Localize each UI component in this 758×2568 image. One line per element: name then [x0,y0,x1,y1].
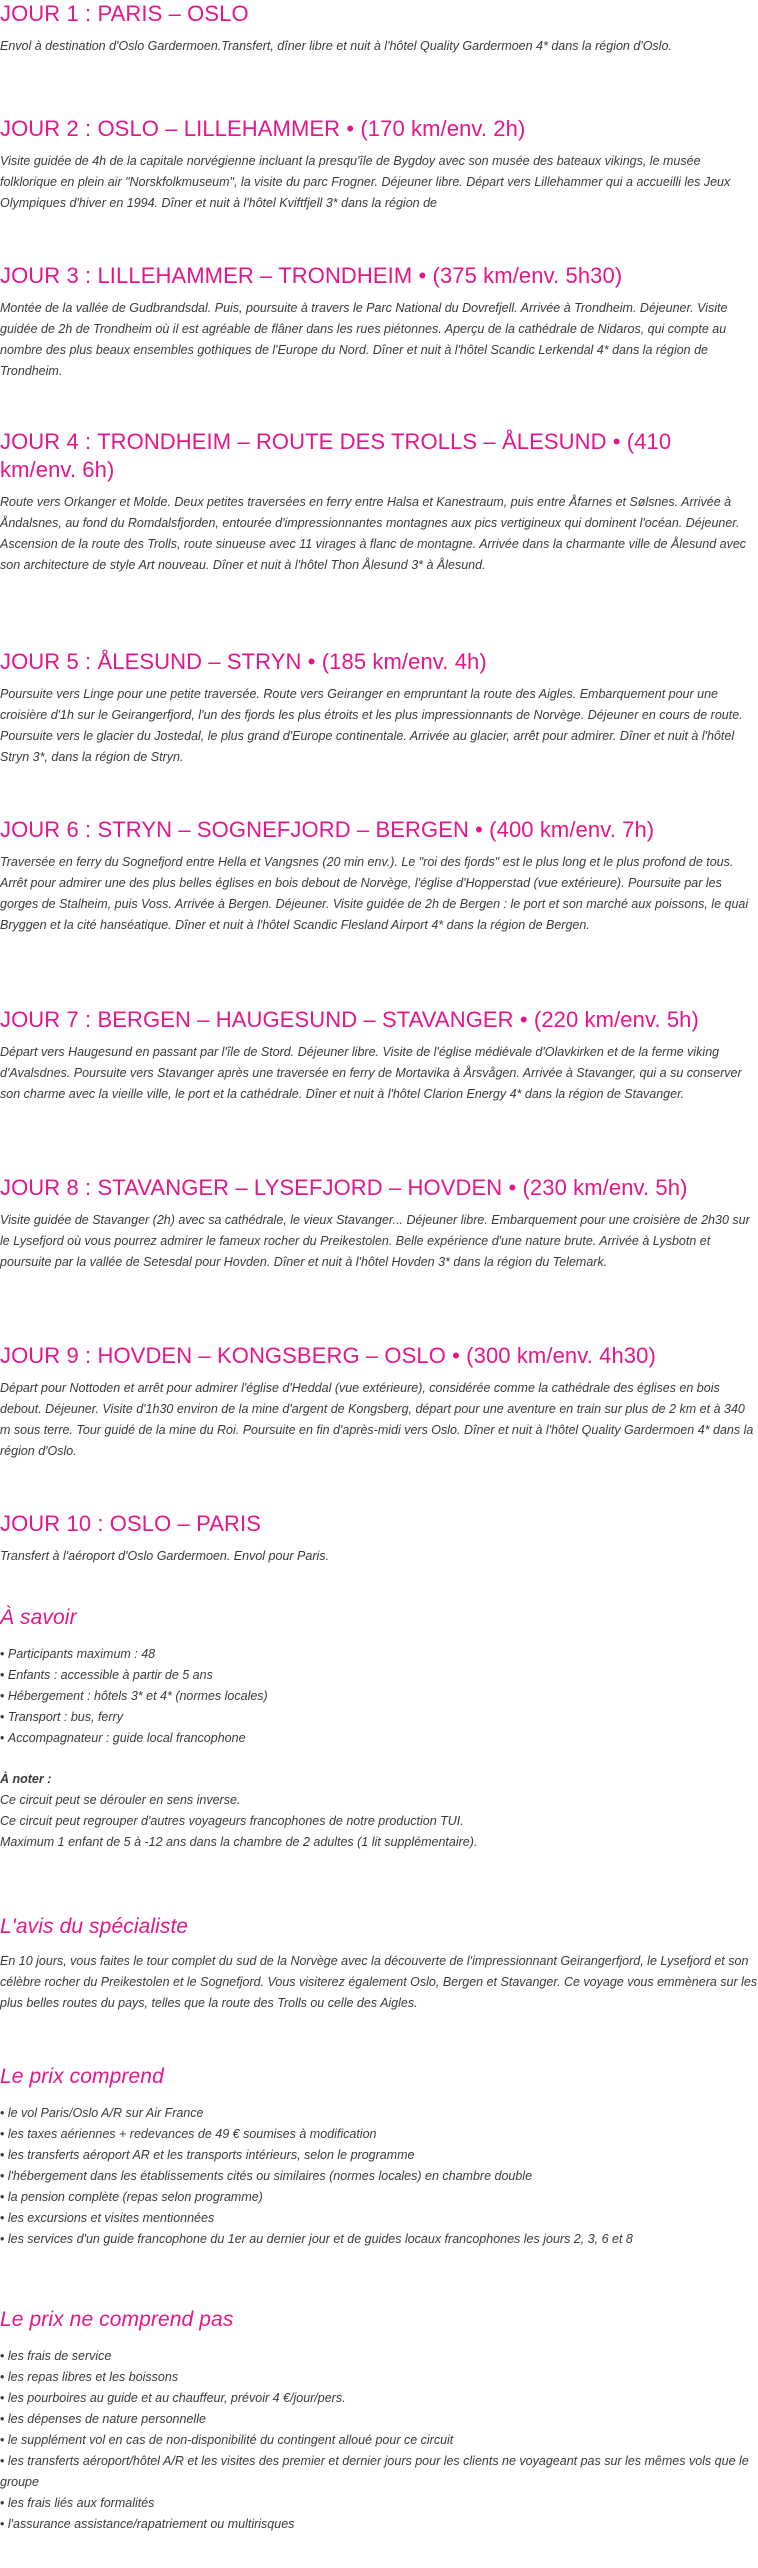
avis-section [0,1913,758,2014]
list-item: • les services d'un guide francophone du 1er au dernier jour et de guides locaux francophones les jours 2, 3, 6 et 8 [0,2229,758,2250]
avis-text: En 10 jours, vous faites le tour complet du sud de la Norvège avec la découverte de l'impressionnant Geirangerfjord, le Lysefjord et son célèbre rocher du Preikestolen et le Sognefjord. Vous visiterez également Oslo, Bergen et Stavanger. Ce voyage vous emmènera sur les plus belles routes du pays, telles que la route des Trolls ou celle des Aigles. [0,1954,758,2010]
list-item: • le supplément vol en cas de non-disponibilité du contingent alloué pour ce circuit [0,2430,758,2451]
list-item: • les transferts aéroport AR et les transports intérieurs, selon le programme [0,2145,758,2166]
list-item: • les taxes aériennes + redevances de 49 € soumises à modification [0,2124,758,2145]
day-10-section [0,1510,758,1567]
day-5-text: Poursuite vers Linge pour une petite traversée. Route vers Geiranger en empruntant la route des Aigles. Embarquement pour une croisière d'1h sur le Geirangerfjord, l'un des fjords les plus étroits et les plus impressionnants de Norvège. Déjeuner en cours de route. Poursuite vers le glacier du Jostedal, le plus grand d'Europe continentale. Arrivée au glacier, arrêt pour admirer. Dîner et nuit à l'hôtel Stryn 3*, dans la région de Stryn. [0,687,743,764]
day-4-text: Route vers Orkanger et Molde. Deux petites traversées en ferry entre Halsa et Kanestraum, puis entre Åfarnes et Sølsnes. Arrivée à Åndalsnes, au fond du Romdalsfjorden, entourée d'impressionnantes montagnes aux pics vertigineux qui dominent l'océan. Déjeuner. Ascension de la route des Trolls, route sinueuse avec 11 virages à flanc de montagne. Arrivée dans la charmante ville de Ålesund avec son architecture de style Art nouveau. Dîner et nuit à l'hôtel Thon Ålesund 3* à Ålesund. [0,495,747,572]
day-4-section [0,428,758,576]
day-1-text: Envol à destination d'Oslo Gardermoen.Transfert, dîner libre et nuit à l'hôtel Quality Gardermoen 4* dans la région d'Oslo. [0,39,672,53]
prix-ne-comprend-section [0,2306,758,2535]
savoir-list [0,1644,758,1749]
list-item: • les frais liés aux formalités [0,2493,758,2514]
day-6-text: Traversée en ferry du Sognefjord entre Hella et Vangsnes (20 min env.). Le "roi des fjords" est le plus long et le plus profond de tous. Arrêt pour admirer une des plus belles églises en bois debout de Norvège, l'église d'Hopperstad (vue extérieure). Poursuite par les gorges de Stalheim, puis Voss. Arrivée à Bergen. Déjeuner. Visite guidée de 2h de Bergen : le port et son marché aux poissons, le quai Bryggen et la cité hanséatique. Dîner et nuit à l'hôtel Scandic Flesland Airport 4* dans la région de Bergen. [0,855,749,932]
note-title: À noter : [0,1772,52,1786]
list-item: • Participants maximum : 48 [0,1644,758,1665]
prix-ne-comprend-list [0,2346,758,2535]
prix-ne-comprend-title: Le prix ne comprend pas [0,2308,234,2331]
list-item: • Hébergement : hôtels 3* et 4* (normes locales) [0,1686,758,1707]
prix-comprend-list [0,2103,758,2250]
day-7-title: JOUR 7 : BERGEN – HAUGESUND – STAVANGER • (220 km/env. 5h) [0,1007,699,1032]
list-item: • les frais de service [0,2346,758,2367]
list-item: • la pension complète (repas selon programme) [0,2187,758,2208]
list-item: • l'hébergement dans les établissements cités ou similaires (normes locales) en chambre double [0,2166,758,2187]
list-item: • Enfants : accessible à partir de 5 ans [0,1665,758,1686]
list-item: • les pourboires au guide et au chauffeur, prévoir 4 €/jour/pers. [0,2388,758,2409]
day-10-text: Transfert à l'aéroport d'Oslo Gardermoen. Envol pour Paris. [0,1549,329,1563]
day-2-text: Visite guidée de 4h de la capitale norvégienne incluant la presqu'île de Bygdoy avec son musée des bateaux vikings, le musée folklorique en plein air "Norskfolkmuseum", la visite du parc Frogner. Déjeuner libre. Départ vers Lillehammer qui a accueilli les Jeux Olympiques d'hiver en 1994. Dîner et nuit à l'hôtel Kviftfjell 3* dans la région de [0,154,731,210]
day-9-title: JOUR 9 : HOVDEN – KONGSBERG – OSLO • (300 km/env. 4h30) [0,1343,656,1368]
savoir-section [0,1604,758,1853]
day-1-title: JOUR 1 : PARIS – OSLO [0,1,249,26]
note-line: Maximum 1 enfant de 5 à -12 ans dans la chambre de 2 adultes (1 lit supplémentaire). [0,1835,478,1849]
day-9-text: Départ pour Nottoden et arrêt pour admirer l'église d'Heddal (vue extérieure), considérée comme la cathédrale des églises en bois debout. Déjeuner. Visite d'1h30 environ de la mine d'argent de Kongsberg, départ pour une aventure en train sur plus de 2 km et à 340 m sous terre. Tour guidé de la mine du Roi. Poursuite en fin d'après-midi vers Oslo. Dîner et nuit à l'hôtel Quality Gardermoen 4* dans la région d'Oslo. [0,1381,754,1458]
list-item: • le vol Paris/Oslo A/R sur Air France [0,2103,758,2124]
list-item: • les dépenses de nature personnelle [0,2409,758,2430]
list-item: • les transferts aéroport/hôtel A/R et les visites des premier et dernier jours pour les clients ne voyageant pas sur les mêmes vols que le groupe [0,2451,758,2493]
day-10-title: JOUR 10 : OSLO – PARIS [0,1511,261,1536]
day-7-text: Départ vers Haugesund en passant par l'île de Stord. Déjeuner libre. Visite de l'église médiévale d'Olavkirken et de la ferme viking d'Avalsdnes. Poursuite vers Stavanger après une traversée en ferry de Mortavika à Årsvågen. Arrivée à Stavanger, qui a su conserver son charme avec la vieille ville, le port et la cathédrale. Dîner et nuit à l'hôtel Clarion Energy 4* dans la région de Stavanger. [0,1045,742,1101]
prix-comprend-section [0,2063,758,2250]
day-2-title: JOUR 2 : OSLO – LILLEHAMMER • (170 km/env. 2h) [0,116,526,141]
list-item: • les repas libres et les boissons [0,2367,758,2388]
day-6-title: JOUR 6 : STRYN – SOGNEFJORD – BERGEN • (400 km/env. 7h) [0,817,655,842]
list-item: • Accompagnateur : guide local francophone [0,1728,758,1749]
day-3-section [0,262,758,382]
day-5-section [0,648,758,768]
day-4-title: JOUR 4 : TRONDHEIM – ROUTE DES TROLLS – ÅLESUND • (410 km/env. 6h) [0,429,672,482]
day-9-section [0,1342,758,1462]
day-6-section [0,816,758,936]
list-item: • les excursions et visites mentionnées [0,2208,758,2229]
day-1-section [0,0,758,57]
avis-title: L'avis du spécialiste [0,1915,189,1938]
day-2-section [0,115,758,214]
note-line: Ce circuit peut regrouper d'autres voyageurs francophones de notre production TUI. [0,1814,464,1828]
list-item: • Transport : bus, ferry [0,1707,758,1728]
prix-comprend-title: Le prix comprend [0,2065,164,2088]
day-3-title: JOUR 3 : LILLEHAMMER – TRONDHEIM • (375 km/env. 5h30) [0,263,623,288]
day-7-section [0,1006,758,1105]
day-5-title: JOUR 5 : ÅLESUND – STRYN • (185 km/env. 4h) [0,649,487,674]
day-3-text: Montée de la vallée de Gudbrandsdal. Puis, poursuite à travers le Parc National du Dovrefjell. Arrivée à Trondheim. Déjeuner. Visite guidée de 2h de Trondheim où il est agréable de flâner dans les rues piétonnes. Aperçu de la cathédrale de Nidaros, qui compte au nombre des plus beaux ensembles gothiques de l'Europe du Nord. Dîner et nuit à l'hôtel Scandic Lerkendal 4* dans la région de Trondheim. [0,301,728,378]
day-8-title: JOUR 8 : STAVANGER – LYSEFJORD – HOVDEN • (230 km/env. 5h) [0,1175,688,1200]
note-line: Ce circuit peut se dérouler en sens inverse. [0,1793,241,1807]
day-8-text: Visite guidée de Stavanger (2h) avec sa cathédrale, le vieux Stavanger... Déjeuner libre. Embarquement pour une croisière de 2h30 sur le Lysefjord où vous pourrez admirer le fameux rocher du Preikestolen. Belle expérience d'une nature brute. Arrivée à Lysbotn et poursuite par la vallée de Setesdal pour Hovden. Dîner et nuit à l'hôtel Hovden 3* dans la région du Telemark. [0,1213,750,1269]
day-8-section [0,1174,758,1273]
savoir-title: À savoir [0,1606,77,1629]
list-item: • l'assurance assistance/rapatriement ou multirisques [0,2514,758,2535]
